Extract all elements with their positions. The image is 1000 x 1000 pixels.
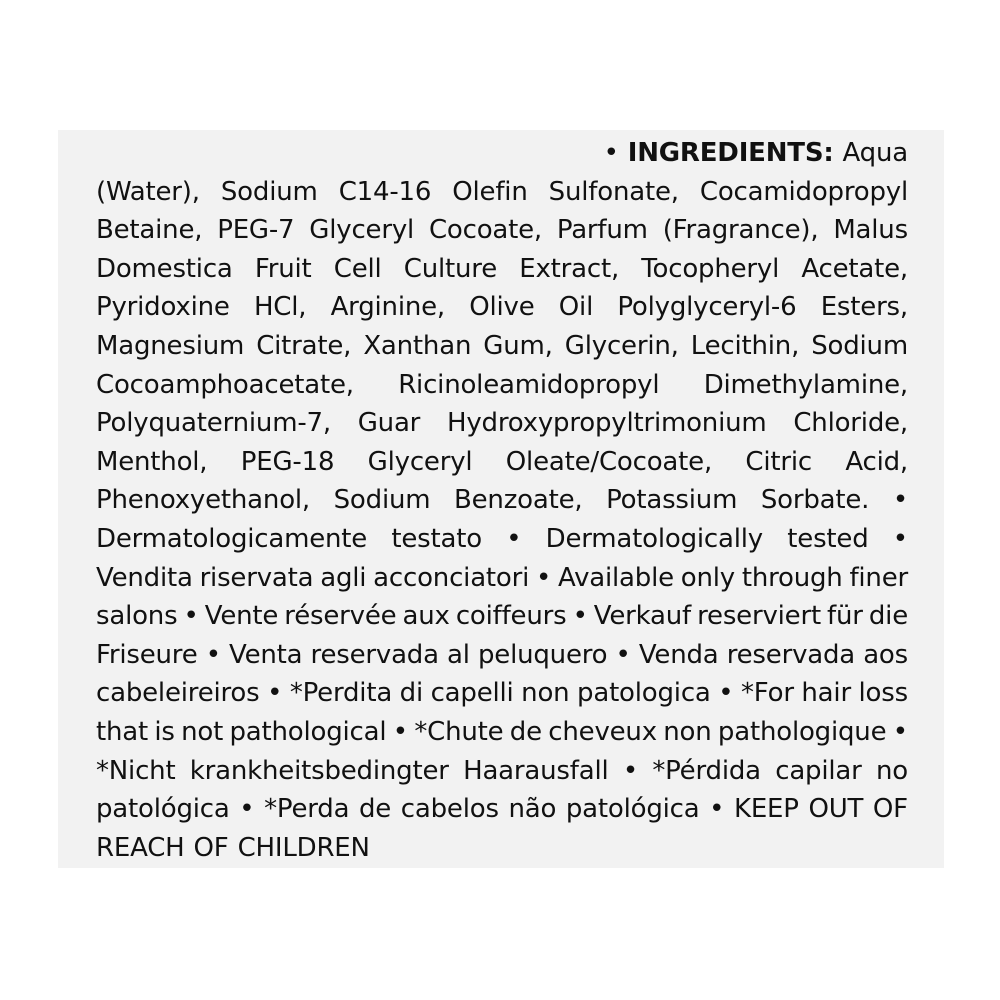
text-word: Friseure — [96, 639, 198, 670]
text-word: patologica — [577, 678, 711, 709]
text-word: Extract, — [519, 253, 620, 284]
text-word: • — [892, 485, 908, 516]
text-word: Vendita — [96, 562, 193, 593]
text-word: de — [359, 794, 392, 825]
text-line — [96, 404, 908, 443]
text-word: Sodium — [220, 176, 318, 207]
text-line — [96, 636, 908, 675]
text-word: HCl, — [253, 292, 307, 323]
text-word: through — [741, 562, 843, 593]
text-word: non — [663, 716, 712, 747]
text-word: Sodium — [333, 485, 431, 516]
text-word: Venta — [229, 639, 303, 670]
text-word: no — [875, 755, 908, 786]
text-line — [96, 790, 908, 829]
text-word: riservata — [199, 562, 314, 593]
text-word: *For — [740, 678, 794, 709]
text-line — [96, 713, 908, 752]
text-word: Chloride, — [793, 408, 908, 439]
text-line — [96, 288, 908, 327]
text-word: • — [506, 523, 522, 554]
text-word: • — [718, 678, 734, 709]
text-line — [96, 250, 908, 289]
text-word: reservada — [310, 639, 439, 670]
text-line — [96, 752, 908, 791]
text-word: Magnesium — [96, 330, 245, 361]
text-word: Dermatologically — [545, 523, 763, 554]
text-word: loss — [858, 678, 908, 709]
text-word: Malus — [833, 215, 908, 246]
text-word: Arginine, — [330, 292, 445, 323]
text-word: Cell — [333, 253, 382, 284]
text-word: Pyridoxine — [96, 292, 230, 323]
text-word: Acetate, — [801, 253, 908, 284]
text-word: cabelos — [400, 794, 499, 825]
text-word: Oleate/Cocoate, — [505, 446, 713, 477]
text-word: de — [509, 716, 542, 747]
text-word: • — [392, 716, 408, 747]
text-word: pathologique — [717, 716, 887, 747]
ingredients-text-block — [96, 134, 908, 867]
text-word: Olefin — [452, 176, 528, 207]
text-word: Domestica — [96, 253, 233, 284]
text-word: Sorbate. — [760, 485, 870, 516]
text-word: Citrate, — [256, 330, 352, 361]
text-word: Phenoxyethanol, — [96, 485, 310, 516]
text-word: • — [239, 794, 255, 825]
text-word: is — [154, 716, 175, 747]
text-word: testato — [391, 523, 482, 554]
text-word: PEG-18 — [240, 446, 335, 477]
text-word: OUT — [808, 794, 864, 825]
text-word: • — [603, 138, 619, 168]
text-word: Dimethylamine, — [703, 369, 908, 400]
text-line — [96, 173, 908, 212]
text-word: agli — [320, 562, 367, 593]
text-word: patológica — [565, 794, 700, 825]
text-word: C14-16 — [338, 176, 432, 207]
text-word: CHILDREN — [237, 832, 370, 863]
text-word: Hydroxypropyltrimonium — [446, 408, 767, 439]
text-word: Lecithin, — [690, 330, 800, 361]
text-word: *Perda — [264, 794, 350, 825]
text-word: für — [827, 601, 863, 632]
text-word: OF — [193, 832, 229, 863]
text-word: that — [96, 716, 148, 747]
text-word: Xanthan — [363, 330, 472, 361]
text-word: hair — [801, 678, 851, 709]
text-word: Glyceryl — [309, 215, 415, 246]
text-word: Benzoate, — [454, 485, 583, 516]
text-word: Vente — [204, 601, 279, 632]
text-word: reserviert — [697, 601, 821, 632]
text-word: not — [181, 716, 224, 747]
text-word: • — [183, 601, 199, 632]
text-word: réservée — [284, 601, 397, 632]
text-word: não — [508, 794, 557, 825]
text-line — [96, 597, 908, 636]
text-word: pathological — [229, 716, 387, 747]
text-word: Menthol, — [96, 446, 208, 477]
text-word: Fruit — [254, 253, 312, 284]
text-word: capilar — [775, 755, 862, 786]
text-word: cabeleireiros — [96, 678, 260, 709]
text-word: *Nicht — [96, 755, 176, 786]
text-word: acconciatori — [373, 562, 530, 593]
text-word: PEG-7 — [217, 215, 295, 246]
text-word: Ricinoleamidopropyl — [398, 369, 660, 400]
text-line — [96, 211, 908, 250]
text-word: • — [267, 678, 283, 709]
text-word: krankheitsbedingter — [189, 755, 449, 786]
text-word: salons — [96, 601, 178, 632]
text-word: Sulfonate, — [548, 176, 679, 207]
text-word: Haarausfall — [463, 755, 609, 786]
text-word: OF — [872, 794, 908, 825]
text-word: Acid, — [845, 446, 908, 477]
text-word: peluquero — [477, 639, 608, 670]
text-word: (Fragrance), — [662, 215, 819, 246]
text-word: finer — [849, 562, 908, 593]
text-word: di — [399, 678, 423, 709]
text-word: tested — [787, 523, 869, 554]
text-word: Betaine, — [96, 215, 203, 246]
text-word: KEEP — [733, 794, 799, 825]
text-word: • — [709, 794, 725, 825]
text-word: patológica — [96, 794, 230, 825]
text-word: Verkauf — [593, 601, 692, 632]
text-word: (Water), — [96, 176, 200, 207]
text-word: aos — [863, 639, 908, 670]
text-word: Dermatologicamente — [96, 523, 368, 554]
text-word: *Chute — [414, 716, 504, 747]
text-word: Cocamidopropyl — [699, 176, 908, 207]
text-word: cheveux — [548, 716, 657, 747]
text-word: Venda — [638, 639, 719, 670]
text-word: aux — [402, 601, 450, 632]
text-word: Tocopheryl — [641, 253, 780, 284]
text-word: • — [536, 562, 552, 593]
text-word: die — [868, 601, 908, 632]
text-line — [96, 829, 908, 868]
text-word: Glyceryl — [367, 446, 473, 477]
text-word: Available — [558, 562, 674, 593]
text-word: • — [622, 755, 638, 786]
text-line — [96, 520, 908, 559]
text-word: Polyglyceryl-6 — [617, 292, 797, 323]
text-word: • — [572, 601, 588, 632]
text-word: coiffeurs — [455, 601, 567, 632]
text-word: • — [205, 639, 221, 670]
ingredients-label-panel — [58, 130, 944, 868]
text-line — [96, 366, 908, 405]
text-word: Cocoamphoacetate, — [96, 369, 354, 400]
text-word: REACH — [96, 832, 185, 863]
text-word: *Perdita — [289, 678, 393, 709]
text-word: Culture — [403, 253, 498, 284]
text-line — [96, 481, 908, 520]
text-word: reservada — [726, 639, 856, 670]
text-word: Citric — [745, 446, 812, 477]
text-word: *Pérdida — [652, 755, 761, 786]
text-word: Glycerin, — [564, 330, 679, 361]
text-word: • — [892, 523, 908, 554]
text-word: only — [680, 562, 735, 593]
text-word: al — [447, 639, 470, 670]
text-line — [96, 134, 908, 173]
text-word: Cocoate, — [428, 215, 542, 246]
text-word: Parfum — [556, 215, 648, 246]
text-word: Oil — [558, 292, 594, 323]
text-word: non — [521, 678, 570, 709]
text-word: • — [615, 639, 631, 670]
text-line — [96, 327, 908, 366]
text-word: Polyquaternium-7, — [96, 408, 331, 439]
text-word: capelli — [430, 678, 514, 709]
text-word: Olive — [469, 292, 535, 323]
text-word: Aqua — [842, 138, 908, 168]
text-word: Esters, — [820, 292, 908, 323]
ingredients-heading: INGREDIENTS: — [627, 138, 834, 168]
text-word: Gum, — [483, 330, 553, 361]
text-word: • — [892, 716, 908, 747]
text-word: Guar — [357, 408, 421, 439]
text-word: Sodium — [811, 330, 908, 361]
text-line — [96, 559, 908, 598]
text-line — [96, 443, 908, 482]
text-word: Potassium — [606, 485, 738, 516]
text-line — [96, 674, 908, 713]
